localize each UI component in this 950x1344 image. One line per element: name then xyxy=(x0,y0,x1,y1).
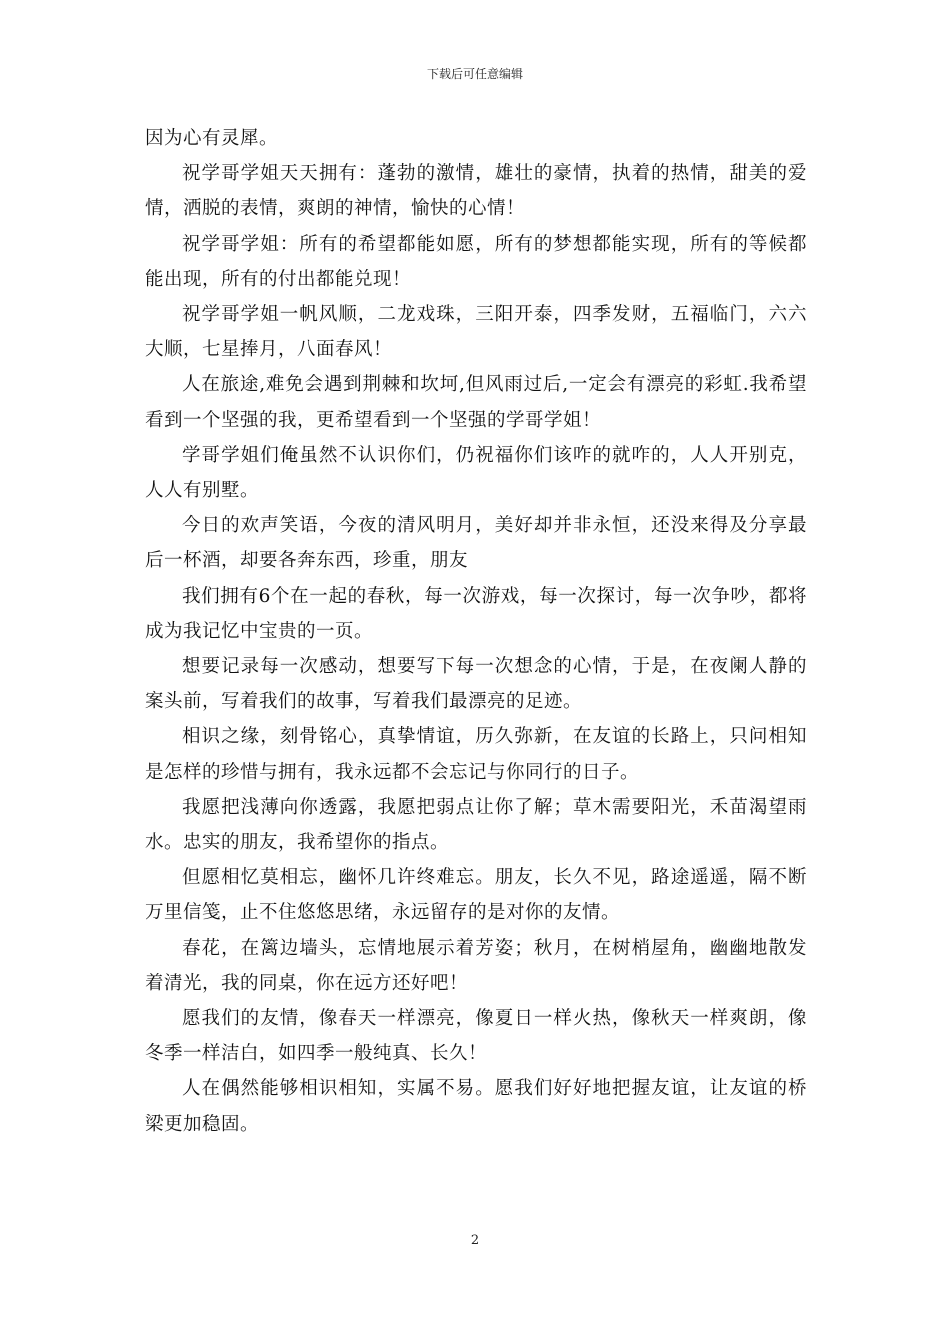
page-header: 下载后可任意编辑 xyxy=(426,67,523,81)
paragraph: 愿我们的友情，像春天一样漂亮，像夏日一样火热，像秋天一样爽朗，像冬季一样洁白，如四季一般纯真、长久！ xyxy=(145,1008,807,1065)
paragraph: 但愿相忆莫相忘，幽怀几许终难忘。朋友，长久不见，路途遥遥，隔不断万里信笺，止不住悠悠思绪，永远留存的是对你的友情。 xyxy=(145,867,807,924)
document-body xyxy=(145,121,807,1142)
paragraph: 想要记录每一次感动，想要写下每一次想念的心情，于是，在夜阑人静的案头前，写着我们的故事，写着我们最漂亮的足迹。 xyxy=(145,656,807,713)
paragraph: 春花，在篱边墙头，忘情地展示着芳姿；秋月，在树梢屋角，幽幽地散发着清光，我的同桌，你在远方还好吧！ xyxy=(145,937,807,994)
paragraph: 祝学哥学姐天天拥有：蓬勃的激情，雄壮的豪情，执着的热情，甜美的爱情，洒脱的表情，爽朗的神情，愉快的心情！ xyxy=(145,163,807,220)
paragraph: 祝学哥学姐：所有的希望都能如愿，所有的梦想都能实现，所有的等候都能出现，所有的付出都能兑现！ xyxy=(145,233,807,290)
paragraph: 我们拥有6个在一起的春秋，每一次游戏，每一次探讨，每一次争吵，都将成为我记忆中宝贵的一页。 xyxy=(145,585,807,642)
paragraph: 人在偶然能够相识相知，实属不易。愿我们好好地把握友谊，让友谊的桥梁更加稳固。 xyxy=(145,1078,807,1135)
paragraph: 相识之缘，刻骨铭心，真挚情谊，历久弥新，在友谊的长路上，只问相知是怎样的珍惜与拥有，我永远都不会忘记与你同行的日子。 xyxy=(145,726,807,783)
page-number: 2 xyxy=(470,1233,480,1248)
paragraph: 学哥学姐们俺虽然不认识你们，仍祝福你们该咋的就咋的，人人开别克，人人有别墅。 xyxy=(145,444,807,502)
paragraph: 因为心有灵犀。 xyxy=(145,128,279,149)
paragraph: 祝学哥学姐一帆风顺，二龙戏珠，三阳开泰，四季发财，五福临门，六六大顺，七星捧月，八面春风！ xyxy=(145,304,807,361)
paragraph: 我愿把浅薄向你透露，我愿把弱点让你了解；草木需要阳光，禾苗渴望雨水。忠实的朋友，我希望你的指点。 xyxy=(145,796,807,854)
paragraph: 人在旅途,难免会遇到荆棘和坎坷,但风雨过后,一定会有漂亮的彩虹.我希望看到一个坚强的我，更希望看到一个坚强的学哥学姐！ xyxy=(145,374,807,431)
paragraph: 今日的欢声笑语，今夜的清风明月，美好却并非永恒，还没来得及分享最后一杯酒，却要各奔东西，珍重，朋友 xyxy=(145,515,807,572)
